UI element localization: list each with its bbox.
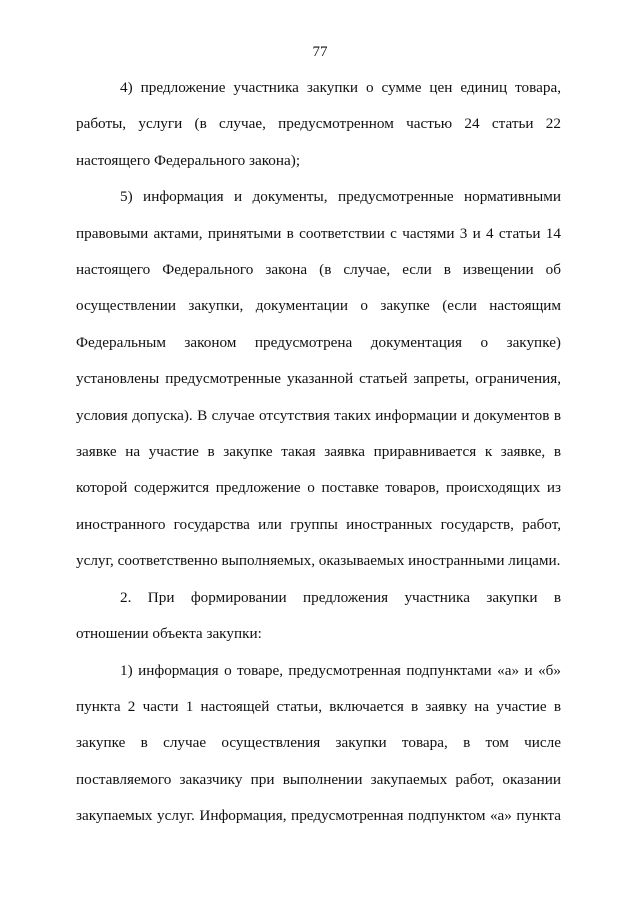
paragraph-item-5: 5) информация и документы, предусмотренные нормативными правовыми актами, принятыми в соответствии с частями 3 и 4 статьи 14 настоящего Федерального закона (в случае, если в извещении об осуществлении закупки, документации о закупке (если настоящим Федеральным законом предусмотрена документация о закупке) установлены предусмотренные указанной статьей запреты, ограничения, условия допуска). В случае отсутствия таких информации и документов в заявке на участие в закупке такая заявка приравнивается к заявке, в которой содержится предложение о поставке товаров, происходящих из иностранного государства или группы иностранных государств, работ, услуг, соответственно выполняемых, оказываемых иностранными лицами. bbox=[76, 188, 561, 570]
page-number: 77 bbox=[312, 44, 328, 60]
paragraph-item-4: 4) предложение участника закупки о сумме цен единиц товара, работы, услуги (в случае, предусмотренном частью 24 статьи 22 настоящего Федерального закона); bbox=[76, 79, 561, 169]
document-body bbox=[76, 70, 561, 835]
paragraph-part-2: 2. При формировании предложения участника закупки в отношении объекта закупки: bbox=[76, 588, 561, 643]
paragraph-item-1: 1) информация о товаре, предусмотренная подпунктами «а» и «б» пункта 2 части 1 настоящей статьи, включается в заявку на участие в закупке в случае осуществления закупки товара, в том числе поставляемого заказчику при выполнении закупаемых работ, оказании закупаемых услуг. Информация, предусмотренная подпунктом «а» пункта bbox=[76, 661, 561, 825]
